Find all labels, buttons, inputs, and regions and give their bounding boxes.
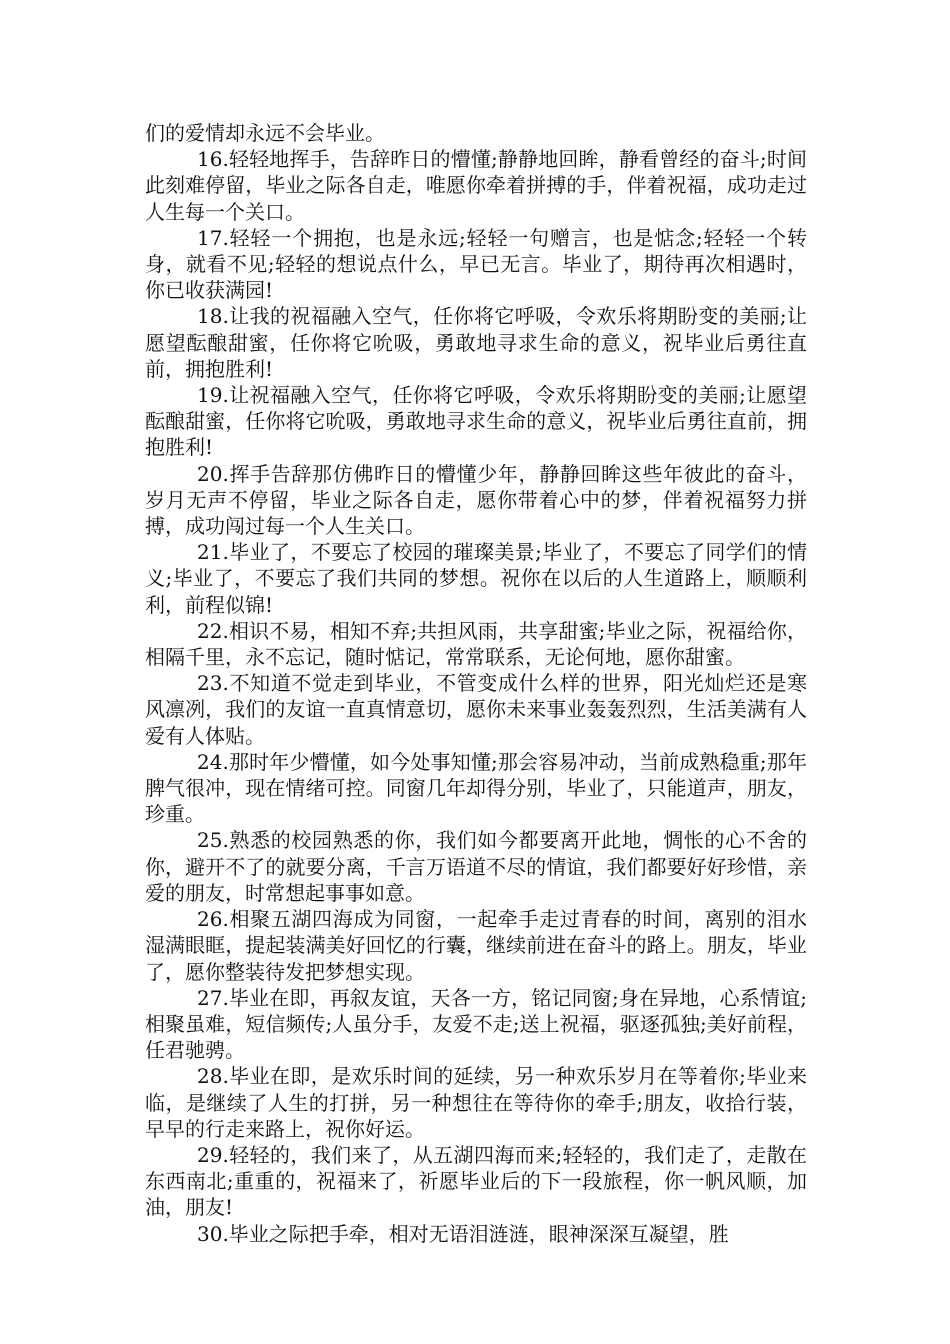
paragraph: 们的爱情却永远不会毕业。 [145,121,385,145]
paragraph: 16.轻轻地挥手，告辞昨日的懵懂;静静地回眸，静看曾经的奋斗;时间此刻难停留，毕业之际各自走，唯愿你牵着拼搏的手，伴着祝福，成功走过人生每一个关口。 [145,147,807,224]
paragraph: 24.那时年少懵懂，如今处事知懂;那会容易冲动，当前成熟稳重;那年脾气很冲，现在情绪可控。同窗几年却得分别，毕业了，只能道声，朋友，珍重。 [145,749,807,827]
paragraph: 22.相识不易，相知不弃;共担风雨，共享甜蜜;毕业之际，祝福给你，相隔千里，永不忘记，随时惦记，常常联系，无论何地，愿你甜蜜。 [145,618,807,670]
paragraph: 17.轻轻一个拥抱，也是永远;轻轻一句赠言，也是惦念;轻轻一个转身，就看不见;轻轻的想说点什么，早已无言。毕业了，期待再次相遇时，你已收获满园! [145,225,807,303]
document-body [145,120,807,1247]
paragraph: 27.毕业在即，再叙友谊，天各一方，铭记同窗;身在异地，心系情谊;相聚虽难，短信频传;人虽分手，友爱不走;送上祝福，驱逐孤独;美好前程，任君驰骋。 [145,985,807,1063]
paragraph: 19.让祝福融入空气，任你将它呼吸，令欢乐将期盼变的美丽;让愿望酝酿甜蜜，任你将它吮吸，勇敢地寻求生命的意义，祝毕业后勇往直前，拥抱胜利! [145,383,807,460]
paragraph: 21.毕业了，不要忘了校园的璀璨美景;毕业了，不要忘了同学们的情义;毕业了，不要忘了我们共同的梦想。祝你在以后的人生道路上，顺顺利利，前程似锦! [145,540,807,617]
paragraph: 26.相聚五湖四海成为同窗，一起牵手走过青春的时间，离别的泪水湿满眼眶，提起装满美好回忆的行囊，继续前进在奋斗的路上。朋友，毕业了，愿你整装待发把梦想实现。 [145,907,807,984]
paragraph: 30.毕业之际把手牵，相对无语泪涟涟，眼神深深互凝望，胜 [197,1221,729,1246]
paragraph: 25.熟悉的校园熟悉的你，我们如今都要离开此地，惆怅的心不舍的你，避开不了的就要分离，千言万语道不尽的情谊，我们都要好好珍惜，亲爱的朋友，时常想起事事如意。 [145,828,807,905]
paragraph: 20.挥手告辞那仿佛昨日的懵懂少年，静静回眸这些年彼此的奋斗，岁月无声不停留，毕业之际各自走，愿你带着心中的梦，伴着祝福努力拼搏，成功闯过每一个人生关口。 [145,461,807,539]
paragraph: 29.轻轻的，我们来了，从五湖四海而来;轻轻的，我们走了，走散在东西南北;重重的，祝福来了，祈愿毕业后的下一段旅程，你一帆风顺，加油，朋友! [145,1142,807,1220]
paragraph: 28.毕业在即，是欢乐时间的延续，另一种欢乐岁月在等着你;毕业来临，是继续了人生的打拼，另一种想往在等待你的牵手;朋友，收拾行装，早早的行走来路上，祝你好运。 [145,1064,807,1141]
paragraph: 18.让我的祝福融入空气，任你将它呼吸，令欢乐将期盼变的美丽;让愿望酝酿甜蜜，任你将它吮吸，勇敢地寻求生命的意义，祝毕业后勇往直前，拥抱胜利! [145,304,807,381]
paragraph: 23.不知道不觉走到毕业，不管变成什么样的世界，阳光灿烂还是寒风凛冽，我们的友谊一直真情意切，愿你未来事业轰轰烈烈，生活美满有人爱有人体贴。 [145,671,807,748]
